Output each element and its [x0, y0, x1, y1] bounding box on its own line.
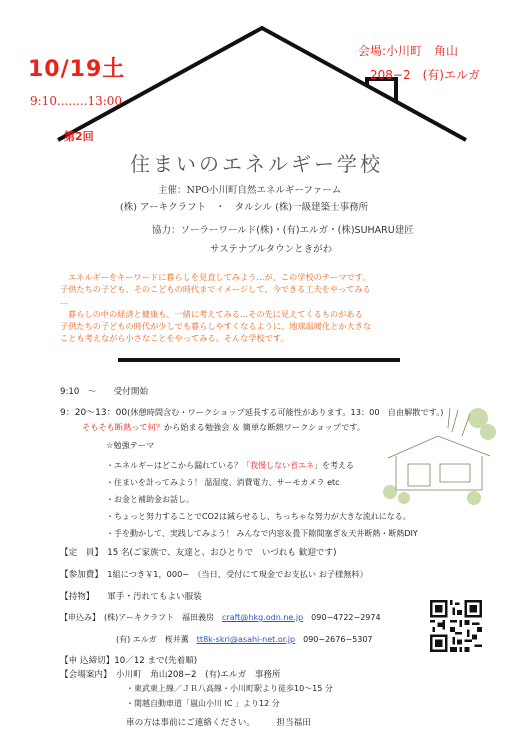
topic-4: ・ちょっと努力することでCO2は減らせるし、ちっちゃな努力が大きな流れになる。 [106, 512, 411, 521]
fee-value: 1組につき￥1，000− （当日、受付にて現金でお支払い お子様無料） [107, 569, 368, 579]
fee-label: 【参加費】 [60, 570, 99, 580]
qr-code[interactable] [430, 600, 482, 652]
apply2-org: (有) エルガ 桜井薫 [116, 635, 189, 644]
event-time: 9:10........13:00 [30, 94, 123, 108]
event-date: 10/19土 [28, 57, 126, 82]
contact-person: 担当福田 [276, 718, 311, 728]
items-value: 軍手・汚れてもよい服装 [107, 592, 202, 602]
topic-3: ・お金と補助金お話し。 [106, 495, 194, 504]
topic-5: ・手を動かして、実践してみよう！ みんなで内窓＆畳下隙間塞ぎ＆天井断熱・断熱DIY [106, 529, 418, 538]
apply1-email-link[interactable]: craft@hkg.odn.ne.jp [222, 613, 304, 622]
capacity-label: 【定 員】 [60, 548, 99, 558]
intro-line: エネルギーをキーワードに暮らしを見直してみよう…が、この学校のテーマです。 [68, 272, 371, 282]
access-train: ・東武東上線／ＪＲ八高線・小川町駅より徒歩10〜15 分 [126, 684, 333, 693]
apply-label: 【申込み】 [60, 613, 96, 622]
session-number: 第2回 [64, 130, 94, 143]
access-car: ・関越自動車道「嵐山小川 IC 」より12 分 [126, 699, 280, 708]
reception-time: 9:10 ～ 受付開始 [60, 387, 149, 397]
intro-line: 暮らしの中の経済と健康も、一緒に考えてみる…その先に見えてくるものがある [68, 308, 363, 319]
apply1-phone: 090−4722−2974 [311, 613, 381, 622]
lead-description: から始まる勉強会 ＆ 簡単な断熱ワークショップです。 [163, 422, 366, 432]
intro-line: 子供たちの子ども、そのこどもの時代までイメージして、今できる工夫をやってみる [60, 284, 371, 295]
main-time: 9：20～13：00 [60, 408, 128, 418]
topic-1: ・エネルギーはどこから漏れている？「 [106, 461, 250, 470]
apply1-org: (株)アーキクラフト 福田義房 [104, 613, 215, 622]
intro-text [60, 271, 460, 344]
apply2-phone: 090−2676−5307 [303, 635, 373, 644]
venue-line-1: 会場:小川町 角山 [358, 44, 459, 58]
apply2-email-link[interactable]: tt8k-skri@asahi-net.or.jp [196, 635, 296, 644]
intro-line: 子供たちの子どもの時代が少しでも暮らしやすくなるように、地球温暖化とか大きな [60, 320, 372, 331]
items-label: 【持物】 [60, 592, 91, 602]
venue-label: 【会場案内】 [60, 670, 108, 680]
car-note: 車の方は事前にご連絡ください。 [126, 718, 251, 728]
capacity-value: 15 名(ご家族で、友達と、おひとりで いづれも 歓迎です) [107, 548, 337, 558]
topic-1-highlight: 我慢しない省エネ [250, 461, 314, 470]
host-org: 主催：NPO小川町自然エネルギーファーム [158, 185, 342, 196]
cooperation: 協力：ソーラーワールド(株)・(有)エルガ・(株)SUHARU建匠 [152, 225, 414, 236]
page-title: 住まいのエネルギー学校 [130, 152, 383, 176]
intro-line: … [60, 296, 69, 307]
theme-header: ☆勉強テーマ [106, 440, 155, 450]
venue-value: 小川町 角山208−2 (有)エルガ 事務所 [115, 670, 281, 680]
deadline: 【申 込締切】10／12 まで(先着順) [60, 656, 198, 666]
sustainable-town: サステナブルタウンときがわ [210, 244, 333, 255]
organizers: (株) アーキクラフト ・ タルシル (株)一級建築士事務所 [120, 202, 369, 213]
topic-2: ・住まいを計ってみよう！ 温湿度、消費電力、サーモカメラ etc [106, 478, 340, 487]
intro-line: ことも考えながら小さなことをやってみる。そんな学校です。 [60, 333, 289, 344]
venue-line-2: 208−2 (有)エルガ [370, 68, 480, 82]
main-time-note: (休憩時間含む・ワークショップ延長する可能性があります。13：00 自由解散です。) [127, 407, 444, 417]
topic-1-end: 」を考える [314, 461, 354, 470]
lead-question: そもそも断熱って何？ [82, 422, 164, 432]
